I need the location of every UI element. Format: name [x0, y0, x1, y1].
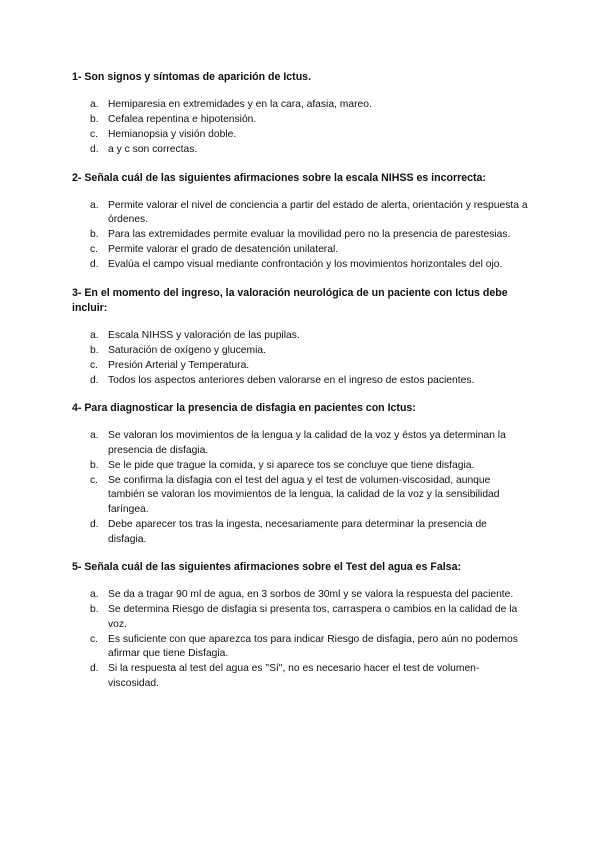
- option-item: [72, 143, 530, 158]
- option-list: [72, 429, 530, 547]
- option-letter: c.: [90, 633, 99, 645]
- option-item: [72, 258, 530, 273]
- option-letter: a.: [90, 430, 99, 442]
- option-letter: d.: [90, 259, 99, 271]
- option-text: Se da a tragar 90 ml de agua, en 3 sorbos de 30ml y se valora la respuesta del paciente.: [108, 589, 514, 601]
- option-list: [72, 199, 530, 273]
- option-letter: a.: [90, 199, 99, 211]
- option-letter: a.: [90, 99, 99, 110]
- option-text: Permite valorar el grado de desatención unilateral.: [108, 244, 339, 256]
- option-text: Hemianopsia y visión doble.: [108, 128, 237, 140]
- option-item: [72, 98, 530, 113]
- option-text: Saturación de oxígeno y glucemia.: [108, 344, 266, 356]
- option-letter: c.: [90, 359, 99, 371]
- option-letter: b.: [90, 604, 99, 616]
- option-text: Se confirma la disfagia con el test del agua y el test de volumen-viscosidad, aunque también se valoran los movimientos de la lengua, la calidad de la voz y la sensibilidad faríngea.: [108, 474, 500, 515]
- option-list: [72, 588, 530, 691]
- option-item: [72, 329, 530, 344]
- option-text: Cefalea repentina e hipotensión.: [108, 113, 257, 125]
- option-item: [72, 228, 530, 243]
- option-text: Se valoran los movimientos de la lengua y la calidad de la voz y éstos ya determinan la presencia de disfagia.: [108, 430, 506, 456]
- option-item: [72, 603, 530, 632]
- question-title: 1- Son signos y síntomas de aparición de Ictus.: [72, 71, 312, 83]
- option-letter: d.: [90, 374, 99, 386]
- option-item: [72, 243, 530, 258]
- option-letter: c.: [90, 244, 99, 256]
- option-item: [72, 344, 530, 359]
- option-text: Si la respuesta al test del agua es "Sí", no es necesario hacer el test de volumen-viscosidad.: [108, 663, 480, 689]
- question-1: [72, 70, 530, 158]
- option-item: [72, 128, 530, 143]
- option-text: Permite valorar el nivel de conciencia a partir del estado de alerta, orientación y respuesta a órdenes.: [108, 199, 528, 226]
- option-item: [72, 633, 530, 662]
- option-item: [72, 359, 530, 374]
- option-list: [72, 98, 530, 158]
- question-4: [72, 401, 530, 547]
- option-text: Debe aparecer tos tras la ingesta, necesariamente para determinar la presencia de disfagia.: [108, 518, 487, 545]
- option-text: a y c son correctas.: [108, 143, 198, 155]
- option-item: [72, 588, 530, 603]
- option-letter: c.: [90, 128, 99, 140]
- option-item: [72, 199, 530, 228]
- option-letter: b.: [90, 229, 99, 241]
- option-letter: d.: [90, 143, 99, 155]
- option-letter: d.: [90, 663, 99, 675]
- option-text: Hemiparesia en extremidades y en la cara, afasia, mareo.: [108, 99, 372, 110]
- option-text: Todos los aspectos anteriores deben valorarse en el ingreso de estos pacientes.: [108, 374, 475, 386]
- option-item: [72, 459, 530, 474]
- option-text: Se determina Riesgo de disfagia si presenta tos, carraspera o cambios en la calidad de la voz.: [108, 604, 518, 630]
- option-item: [72, 518, 530, 547]
- option-letter: a.: [90, 329, 99, 341]
- option-text: Presión Arterial y Temperatura.: [108, 359, 250, 371]
- question-5: [72, 560, 530, 691]
- option-text: Es suficiente con que aparezca tos para indicar Riesgo de disfagia, pero aún no podemos afirmar que tiene Disfagia.: [108, 633, 518, 660]
- option-letter: b.: [90, 113, 99, 125]
- option-list: [72, 329, 530, 389]
- option-letter: c.: [90, 474, 99, 486]
- question-title: 2- Señala cuál de las siguientes afirmaciones sobre la escala NIHSS es incorrecta:: [72, 171, 486, 184]
- option-letter: b.: [90, 459, 99, 471]
- option-text: Para las extremidades permite evaluar la movilidad pero no la presencia de parestesias.: [108, 229, 511, 241]
- question-title: 4- Para diagnosticar la presencia de disfagia en pacientes con Ictus:: [72, 402, 416, 415]
- option-item: [72, 662, 530, 691]
- option-item: [72, 113, 530, 128]
- option-letter: d.: [90, 518, 99, 530]
- option-text: Se le pide que trague la comida, y si aparece tos se concluye que tiene disfagia.: [108, 459, 475, 471]
- option-item: [72, 374, 530, 389]
- option-letter: a.: [90, 589, 99, 601]
- option-item: [72, 474, 530, 518]
- option-text: Evalúa el campo visual mediante confrontación y los movimientos horizontales del ojo.: [108, 259, 503, 271]
- option-item: [72, 429, 530, 458]
- option-text: Escala NIHSS y valoración de las pupilas.: [108, 329, 300, 341]
- option-letter: b.: [90, 344, 99, 356]
- question-3: [72, 286, 530, 389]
- question-title: 3- En el momento del ingreso, la valoración neurológica de un paciente con Ictus debe incluir:: [72, 286, 508, 314]
- question-2: [72, 171, 530, 273]
- question-title: 5- Señala cuál de las siguientes afirmaciones sobre el Test del agua es Falsa:: [72, 561, 461, 574]
